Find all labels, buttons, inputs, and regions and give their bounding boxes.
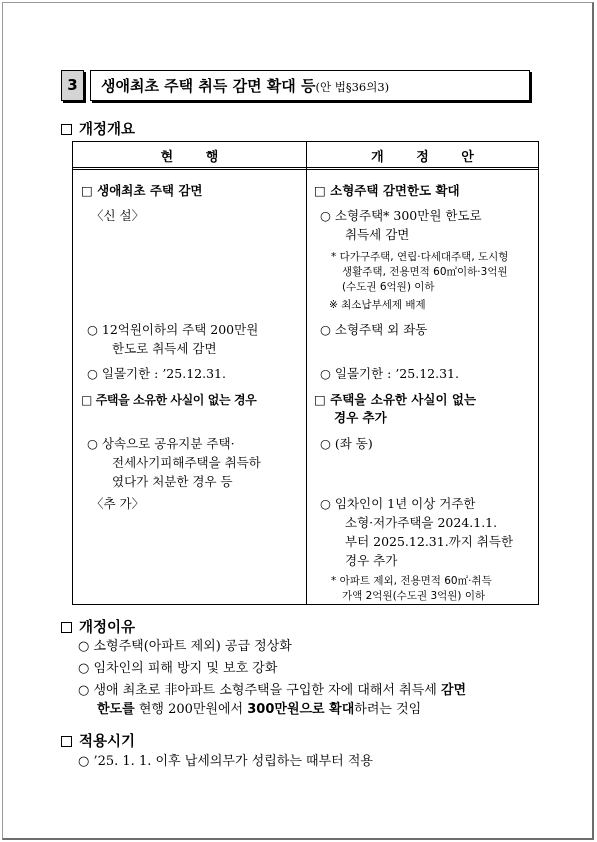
heading-reason: 개정이유 — [61, 616, 135, 637]
square-bullet-icon — [61, 622, 72, 633]
proposed-item4-line4: 경우 추가 — [345, 553, 398, 568]
proposed-item1-line1: ○ 소형주택* 300만원 한도로 — [320, 208, 482, 223]
current-new-label: 〈신 설〉 — [91, 208, 145, 223]
proposed-item4-line2: 소형·저가주택을 2024.1.1. — [345, 515, 498, 530]
reason-item-2: ○ 임차인의 피해 방지 및 보호 강화 — [78, 661, 278, 676]
current-add-label: 〈추 가〉 — [91, 496, 145, 511]
current-item1-line2: 한도로 취득세 감면 — [112, 341, 217, 356]
proposed-heading-2-line1: □ 주택을 소유한 사실이 없는 — [314, 392, 477, 407]
title-ref: (안 법§36의3) — [315, 80, 390, 94]
square-bullet-icon — [61, 124, 72, 135]
reason-item-3-line2: 한도를 현행 200만원에서 300만원으로 확대하려는 것임 — [97, 702, 422, 717]
title-box — [90, 70, 530, 101]
comparison-table — [72, 141, 539, 605]
heading-summary: 개정개요 — [61, 118, 135, 139]
header-proposed: 개 정 안 — [371, 150, 488, 165]
section-number: 3 — [61, 70, 84, 101]
proposed-note2: ※ 최소납부세제 배제 — [329, 299, 426, 311]
title-main: 생애최초 주택 취득 감면 확대 등 — [101, 77, 316, 95]
proposed-note3-line1: * 아파트 제외, 전용면적 60㎡·취득 — [331, 575, 492, 587]
proposed-sunset: ○ 일몰기한 : ’25.12.31. — [320, 366, 459, 381]
current-item1-line1: ○ 12억원이하의 주택 200만원 — [87, 322, 259, 337]
proposed-note1-line3: (수도권 6억원) 이하 — [342, 281, 435, 293]
square-bullet-icon — [61, 736, 72, 747]
heading-period: 적용시기 — [61, 730, 135, 751]
current-item2-line1: ○ 상속으로 공유지분 주택· — [87, 436, 235, 451]
header-current: 현 행 — [160, 150, 233, 165]
current-sunset: ○ 일몰기한 : ’25.12.31. — [87, 366, 226, 381]
current-heading-2: □ 주택을 소유한 사실이 없는 경우 — [81, 393, 257, 407]
proposed-note3-line2: 가액 2억원(수도권 3억원) 이하 — [342, 590, 486, 602]
proposed-item3: ○ (좌 동) — [320, 436, 373, 451]
proposed-heading-2-line2: 경우 추가 — [334, 410, 387, 425]
proposed-heading-1: □ 소형주택 감면한도 확대 — [314, 183, 460, 198]
proposed-note1-line1: * 다가구주택, 연립·다세대주택, 도시형 — [331, 251, 509, 263]
proposed-item4-line1: ○ 임차인이 1년 이상 거주한 — [320, 496, 476, 511]
section-title — [61, 70, 531, 102]
proposed-note1-line2: 생활주택, 전용면적 60㎡이하·3억원 — [342, 266, 508, 278]
proposed-item4-line3: 부터 2025.12.31.까지 취득한 — [345, 534, 514, 549]
reason-item-3-line1: ○ 생애 최초로 非아파트 소형주택을 구입한 자에 대해서 취득세 감면 — [78, 683, 467, 698]
reason-item-1: ○ 소형주택(아파트 제외) 공급 정상화 — [78, 639, 292, 654]
proposed-item2: ○ 소형주택 외 좌동 — [320, 322, 428, 337]
period-item: ○ ’25. 1. 1. 이후 납세의무가 성립하는 때부터 적용 — [78, 754, 373, 769]
header-rule — [73, 167, 538, 170]
current-heading-1: □ 생애최초 주택 감면 — [81, 183, 203, 198]
current-item2-line2: 전세사기피해주택을 취득하 — [112, 455, 261, 470]
table-divider — [306, 142, 307, 604]
proposed-item1-line2: 취득세 감면 — [345, 227, 410, 242]
current-item2-line3: 였다가 처분한 경우 등 — [112, 474, 233, 489]
